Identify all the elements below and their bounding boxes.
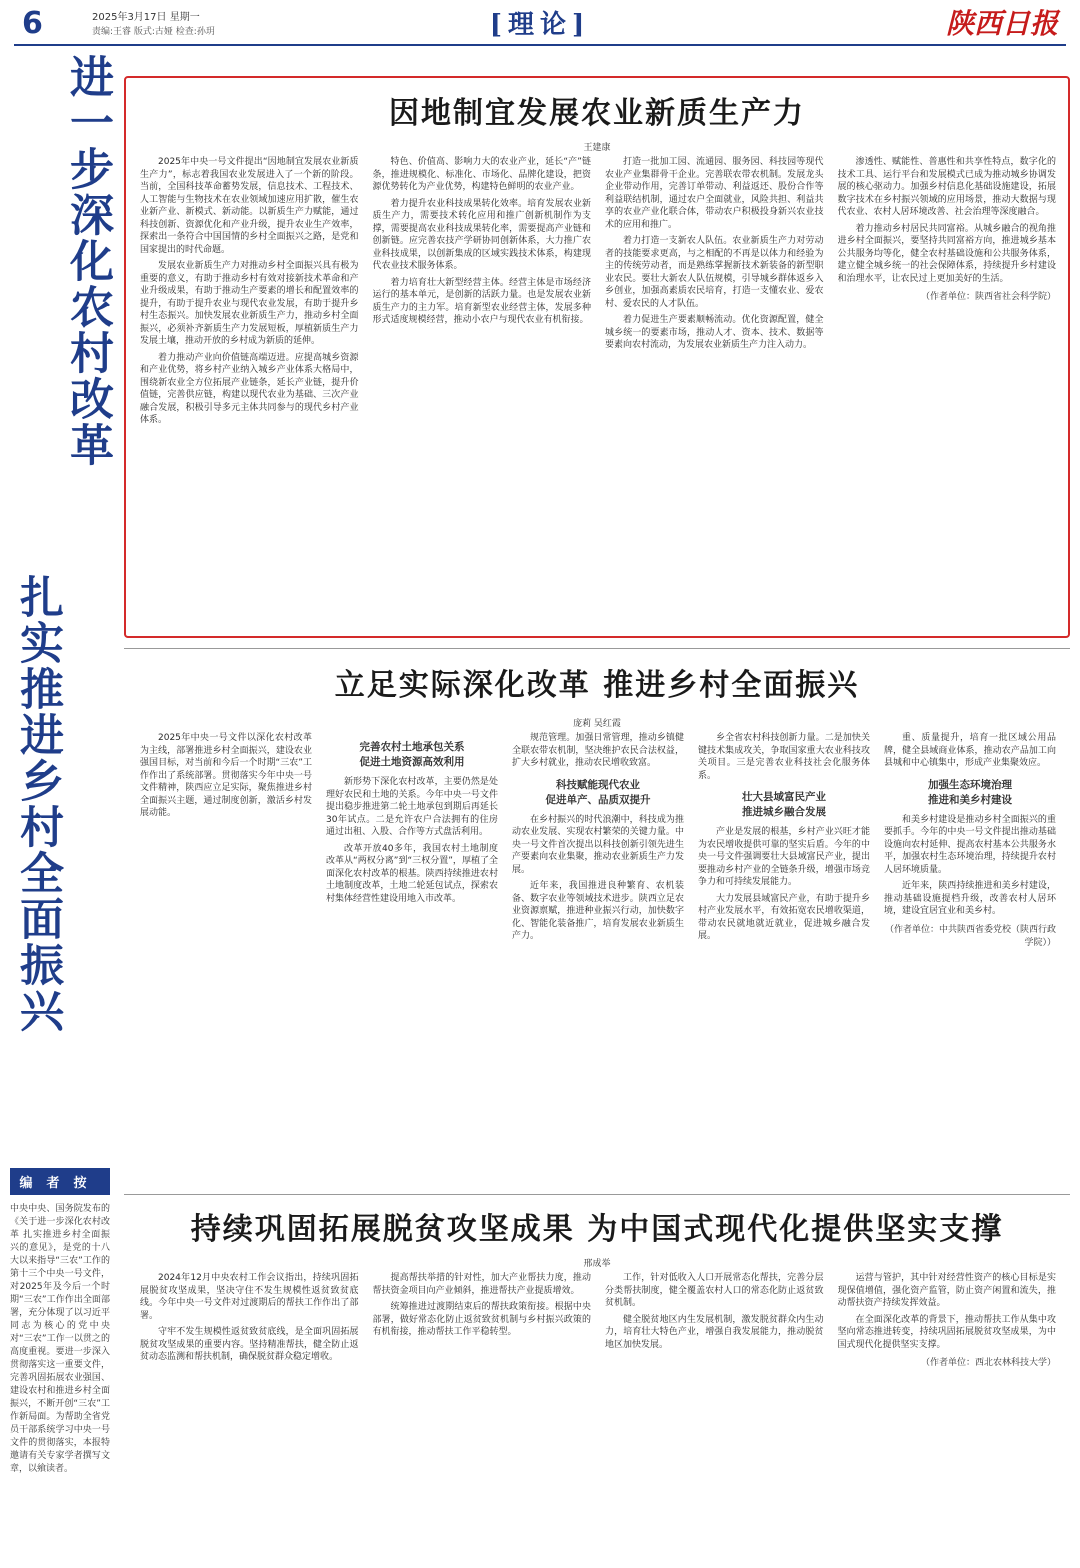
paragraph: 重、质量提升，培育一批区域公用品牌，健全县域商业体系，推动农产品加工向县城和中心镇集中，形成产业集聚效应。 — [884, 733, 1056, 768]
paragraph: 在乡村振兴的时代浪潮中，科技成为推动农业发展、实现农村繁荣的关键力量。中央一号文件首次提出以科技创新引领先进生产要素向农业集聚，推动农业新质生产力发展。 — [512, 814, 684, 875]
paragraph: 着力打造一支新农人队伍。农业新质生产力对劳动者的技能要求更高，与之相配的不再是以体力和经验为主的传统劳动者，而是熟练掌握新技术新装备的新型职业农民。要壮大新农人队伍规模，引导城乡群体返乡入乡创业，加强高素质农民培育，打造一支懂农业、爱农村、爱农民的人才队伍。 — [605, 236, 824, 309]
paragraph: 渗透性、赋能性、普惠性和共享性特点，数字化的技术工具、运行平台和发展模式已成为推动城乡协调发展的核心驱动力。加强乡村信息化基础设施建设，拓展数字技术在乡村振兴领域的应用场景，推动大数据与现代农业、农村人居环境改善、社会治理等深度融合。 — [837, 157, 1056, 217]
article2-column — [326, 732, 498, 1180]
paragraph: 2025年中央一号文件以深化农村改革为主线，部署推进乡村全面振兴，建设农业强国目标，对当前和今后一个时期“三农”工作作出了系统部署。贯彻落实今年中央一号文件精神，陕西应立足实际，聚焦推进乡村全面振兴主题，通过制度创新，激活乡村发展动能。 — [140, 733, 312, 818]
article3-column — [373, 1272, 592, 1558]
article3-column — [838, 1272, 1057, 1558]
paragraph: 规范管理。加强日常管理，推动乡镇健全联农带农机制，坚决维护农民合法权益，扩大乡村就业，推动农民增收致富。 — [512, 733, 684, 768]
paragraph: 特色、价值高、影响力大的农业产业，延长“产”链条，推进规模化、标准化、市场化、品牌化建设，把资源优势转化为产业优势，构建特色鲜明的农业产业。 — [372, 157, 591, 192]
paragraph: 改革开放40多年，我国农村土地制度改革从“两权分离”到“三权分置”，厚植了全面深化农村改革的根基。陕西持续推进农村土地制度改革，土地二轮延包试点，探索农村集体经营性建设用地入市改革。 — [326, 843, 498, 904]
article1-column — [838, 156, 1057, 626]
paragraph: 新形势下深化农村改革，主要仍然是处理好农民和土地的关系。今年中央一号文件提出稳步推进第二轮土地承包到期后再延长30年试点。二是允许农户合法拥有的住房通过出租、入股、合作等方式盘活利用。 — [326, 777, 498, 837]
paragraph: 在全面深化改革的背景下，推动帮扶工作从集中攻坚向常态推进转变，持续巩固拓展脱贫攻坚成果，为中国式现代化提供坚实支撑。 — [837, 1314, 1056, 1350]
subheading: 完善农村土地承包关系 促进土地资源高效利用 — [359, 741, 465, 768]
paragraph: 健全脱贫地区内生发展机制，激发脱贫群众内生动力，培育壮大特色产业，增强自我发展能力，推动脱贫地区加快发展。 — [605, 1314, 824, 1350]
article1-column — [140, 156, 359, 626]
article3-column — [140, 1272, 359, 1558]
subheading: 科技赋能现代农业 促进单产、品质双提升 — [545, 778, 651, 806]
paragraph: 近年来，我国推进良种繁育、农机装备、数字农业等领域技术进步。陕西立足农业资源禀赋，推进种业振兴行动，加快数字化、智能化装备推广，培育发展农业新质生产力。 — [512, 881, 684, 941]
article-3-title: 持续巩固拓展脱贫攻坚成果 为中国式现代化提供坚实支撑 — [190, 1212, 1004, 1247]
paragraph: 2024年12月中央农村工作会议指出，持续巩固拓展脱贫攻坚成果，坚决守住不发生规模性返贫致贫底线。今年中央一号文件对过渡期后的帮扶工作作出了部署。 — [140, 1273, 359, 1321]
section-title: [理论] — [489, 10, 591, 40]
subheading: 加强生态环境治理 推进和美乡村建设 — [928, 778, 1012, 806]
paragraph: 着力培育壮大新型经营主体。经营主体是市场经济运行的基本单元，是创新的活跃力量。也是发展农业新质生产力的主力军。培育新型农业经营主体，发展多种形式适度规模经营，推动小农户与现代农业有机衔接。 — [372, 277, 591, 325]
paragraph: 提高帮扶举措的针对性，加大产业帮扶力度，推动帮扶资金项目向产业倾斜，推进帮扶产业提质增效。 — [372, 1273, 591, 1296]
article-1-title: 因地制宜发展农业新质生产力 — [389, 96, 805, 131]
editors-note-text: 中央中央、国务院发布的《关于进一步深化农村改革 扎实推进乡村全面振兴的意见》，是党的十八大以来指导“三农”工作的第十三个中央一号文件，对2025年及今后一个时期“三农”工作作出全面部署，充分体现了以习近平同志为核心的党中央对“三农”工作一以贯之的高度重视。要进一步深入贯彻落实这一重要文件，完善巩固拓展农业强国、建设农村和推进乡村全面振兴，不断开创“三农”工作新局面。为帮助全省党员干部系统学习中央一号文件的贯彻落实，本报特邀请有关专家学者撰写文章，以飨读者。 — [10, 1204, 110, 1474]
article-2-body — [140, 732, 1056, 1180]
article-1-author: 王建康 — [583, 143, 611, 153]
topic-headline — [8, 54, 112, 1164]
article-2-title: 立足实际深化改革 推进乡村全面振兴 — [334, 668, 860, 703]
author-affiliation: （作者单位：陕西省社会科学院） — [920, 292, 1056, 302]
paragraph: 发展农业新质生产力对推动乡村全面振兴具有极为重要的意义，有助于推动乡村有效对接新技术革命和产业升级成果，有助于推动生产要素的增长和配置效率的提升，有助于提升农业与现代农业发展，有助于提升乡村生态振兴。加快发展农业新质生产力，推动乡村全面振兴，必须补齐新质生产力发展短板，厚植新质生产力发展土壤，推动开放的乡村成为新质的延伸。 — [140, 261, 359, 346]
paragraph: 打造一批加工园、流通园、服务园、科技园等现代农业产业集群骨干企业。完善联农带农机制。发展龙头企业带动作用，完善订单带动、利益返还、股份合作等利益联结机制，通过农户全面就业，风险共担、利益共享的农业产业化联合体，带动农户积极投身新兴农业技术的应用和推广。 — [605, 157, 824, 230]
editor-credits: 责编:王睿 版式:古娅 检查:孙玥 — [92, 27, 215, 37]
article-3-author: 邢成举 — [583, 1259, 611, 1269]
paragraph: 着力促进生产要素顺畅流动。优化资源配置，健全城乡统一的要素市场，推动人才、资本、技术、数据等要素向农村流动，为发展农业新质生产力注入动力。 — [605, 315, 824, 350]
divider — [124, 1194, 1070, 1195]
page-number: 6 — [22, 6, 43, 41]
author-affiliation: （作者单位：中共陕西省委党校（陕西行政学院）） — [884, 924, 1056, 948]
topic-headline-line-1: 进一步深化农村改革 — [62, 54, 113, 468]
article-3-body — [140, 1272, 1056, 1558]
article3-column — [605, 1272, 824, 1558]
paragraph: 工作，针对低收入人口开展常态化帮扶，完善分层分类帮扶制度，健全覆盖农村人口的常态化防止返贫致贫机制。 — [605, 1273, 824, 1308]
article-1-body — [140, 156, 1056, 626]
paragraph: 乡全省农村科技创新力量。二是加快关键技术集成攻关，争取国家重大农业科技攻关项目。三是完善农业科技社会化服务体系。 — [698, 733, 870, 781]
subheading: 壮大县域富民产业 推进城乡融合发展 — [742, 791, 826, 818]
divider — [124, 648, 1070, 649]
article2-column — [698, 732, 870, 1180]
article-2-author: 庞莉 吴红霞 — [573, 719, 621, 729]
editors-note-label: 编者按 — [10, 1168, 110, 1195]
topic-headline-line-2: 扎实推进乡村全面振兴 — [12, 574, 63, 1034]
paragraph: 2025年中央一号文件提出“因地制宜发展农业新质生产力”，标志着我国农业发展进入了一个新的阶段。当前，全国科技革命蓄势发展，信息技术、工程技术、人工智能与生物技术在农业领域加速应用扩散，催生农业新产业、新模式、新动能。以新质生产力赋能，通过科技创新、资源优化和产业升级，提升农业生产效率，探索出一条符合中国国情的乡村全面振兴之路，是党和国家提出的时代命题。 — [140, 157, 359, 255]
paragraph: 近年来，陕西持续推进和美乡村建设，推动基础设施提档升级，改善农村人居环境，建设宜居宜业和美乡村。 — [884, 881, 1056, 916]
paragraph: 统筹推进过渡期结束后的帮扶政策衔接。根据中央部署，做好常态化防止返贫致贫机制与乡村振兴政策的有机衔接，推动帮扶工作平稳转型。 — [372, 1302, 591, 1337]
paragraph: 守牢不发生规模性返贫致贫底线，是全面巩固拓展脱贫攻坚成果的重要内容。坚持精准帮扶，健全防止返贫动态监测和帮扶机制，确保脱贫群众稳定增收。 — [140, 1327, 359, 1362]
author-affiliation: （作者单位：西北农林科技大学） — [920, 1358, 1056, 1368]
paragraph: 着力推动产业向价值链高端迈进。应提高城乡资源和产业优势，将乡村产业纳入城乡产业体系大格局中，围绕新农业全方位拓展产业链条，延长产业链，提升价值链，完善供应链，构建以现代农业为基础、三次产业融合发展，积极引导多元主体共同参与的现代乡村产业体系。 — [140, 352, 359, 425]
editors-note — [10, 1168, 110, 1476]
paragraph: 大力发展县域富民产业，有助于提升乡村产业发展水平，有效拓宽农民增收渠道，带动农民就地就近就业，促进城乡融合发展。 — [698, 893, 870, 941]
issue-date: 2025年3月17日 星期一 — [92, 12, 200, 23]
article2-column — [884, 732, 1056, 1180]
paragraph: 产业是发展的根基，乡村产业兴旺才能为农民增收提供可靠的坚实后盾。今年的中央一号文件强调要壮大县域富民产业，提出要推动乡村产业的全链条升级，增强市场竞争力和可持续发展能力。 — [698, 827, 870, 887]
article2-column — [512, 732, 684, 1180]
paragraph: 运营与管护，其中针对经营性资产的核心目标是实现保值增值，强化资产监管，防止资产闲置和流失，推动帮扶资产持续发挥效益。 — [837, 1273, 1056, 1308]
newspaper-logo: 陕西日报 — [945, 7, 1058, 40]
paragraph: 着力提升农业科技成果转化效率。培育发展农业新质生产力，需要技术转化应用和推广创新机制作为支撑，需要提高农业科技成果转化率，需要提高产业链和创新链。应完善农技产学研协同创新体系，大力推广农业科技成果，以创新集成的区域实践技术体系，构建现代农业技术服务体系。 — [372, 198, 591, 271]
article1-column — [605, 156, 824, 626]
article2-column — [140, 732, 312, 1180]
article1-column — [373, 156, 592, 626]
header-rule — [14, 44, 1066, 46]
paragraph: 着力推动乡村居民共同富裕。从城乡融合的视角推进乡村全面振兴，要坚持共同富裕方向，推进城乡基本公共服务均等化，健全农村基础设施和公共服务体系，建立健全城乡统一的社会保障体系，持续提升乡村建设和治理水平，让农民过上更加美好的生活。 — [837, 223, 1056, 284]
paragraph: 和美乡村建设是推动乡村全面振兴的重要抓手。今年的中央一号文件提出推动基础设施向农村延伸、提高农村基本公共服务水平，加强农村生态环境治理，持续提升农村人居环境质量。 — [884, 814, 1056, 875]
